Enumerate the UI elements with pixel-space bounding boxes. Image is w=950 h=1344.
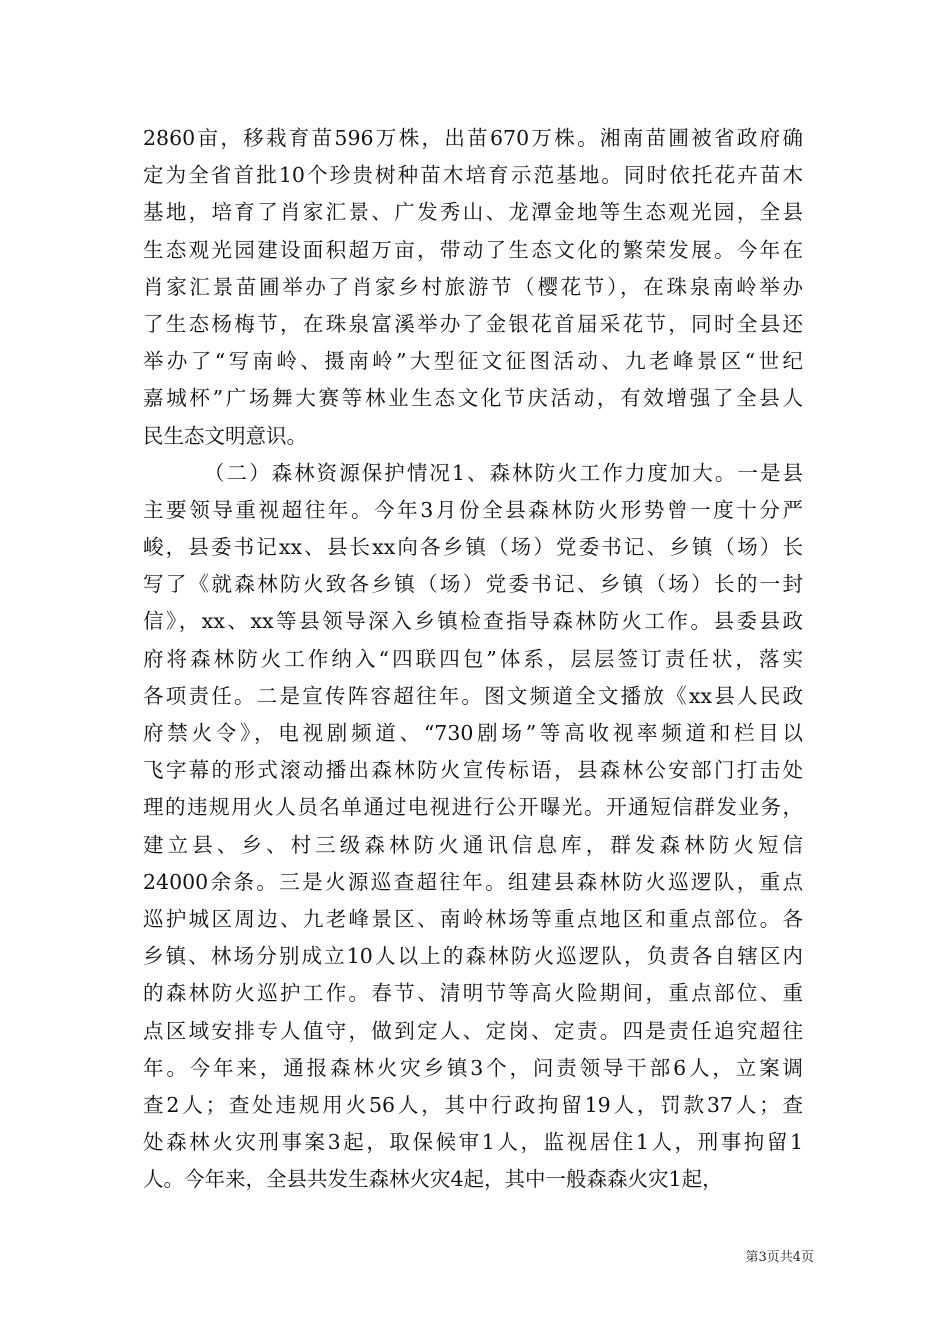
- text-line: 峻，县委书记xx、县长xx向各乡镇（场）党委书记、乡镇（场）长: [143, 535, 803, 560]
- text-line: 2860亩，移栽育苗596万株，出苗670万株。湘南苗圃被省政府确: [143, 126, 803, 150]
- text-line: 乡镇、林场分别成立10人以上的森林防火巡逻队，负责各自辖区内: [143, 944, 803, 969]
- text-line: 的森林防火巡护工作。春节、清明节等高火险期间，重点部位、重: [143, 981, 803, 1006]
- paragraph-2: [143, 455, 803, 1199]
- page-number: 第3页共4页: [745, 1250, 814, 1265]
- text-line: 年。今年来，通报森林火灾乡镇3个，问责领导干部6人，立案调: [143, 1055, 803, 1080]
- text-line: 飞字幕的形式滚动播出森林防火宣传标语，县森林公安部门打击处: [143, 758, 803, 783]
- text-line: 府将森林防火工作纳入“四联四包”体系，层层签订责任状，落实: [143, 646, 803, 671]
- text-line: 生态观光园建设面积超万亩，带动了生态文化的繁荣发展。今年在: [143, 237, 803, 262]
- paragraph-1: [143, 120, 803, 455]
- text-line: 了生态杨梅节，在珠泉富溪举办了金银花首届采花节，同时全县还: [143, 311, 803, 336]
- text-line: 民生态文明意识。: [143, 423, 307, 448]
- text-line: 肖家汇景苗圃举办了肖家乡村旅游节（樱花节），在珠泉南岭举办: [143, 274, 803, 299]
- text-line: 巡护城区周边、九老峰景区、南岭林场等重点地区和重点部位。各: [143, 906, 803, 931]
- text-line: 府禁火令》，电视剧频道、“730剧场”等高收视率频道和栏目以: [143, 721, 803, 745]
- text-line: （二）森林资源保护情况1、森林防火工作力度加大。一是县: [204, 460, 803, 485]
- text-line: 24000余条。三是火源巡查超往年。组建县森林防火巡逻队，重点: [143, 869, 803, 894]
- body-text: [143, 120, 803, 1198]
- text-line: 理的违规用火人员名单通过电视进行公开曝光。开通短信群发业务，: [143, 795, 803, 820]
- text-line: 点区域安排专人值守，做到定人、定岗、定责。四是责任追究超往: [143, 1018, 803, 1043]
- text-line: 嘉城杯”广场舞大赛等林业生态文化节庆活动，有效增强了全县人: [143, 386, 803, 411]
- text-line: 人。今年来，全县共发生森林火灾4起，其中一般森森火灾1起，: [143, 1167, 723, 1192]
- text-line: 处森林火灾刑事案3起，取保候审1人，监视居住1人，刑事拘留1: [143, 1130, 803, 1155]
- text-line: 定为全省首批10个珍贵树种苗木培育示范基地。同时依托花卉苗木: [143, 163, 803, 188]
- text-line: 基地，培育了肖家汇景、广发秀山、龙潭金地等生态观光园，全县: [143, 200, 803, 225]
- text-line: 查2人；查处违规用火56人，其中行政拘留19人，罚款37人；查: [143, 1092, 803, 1117]
- text-line: 建立县、乡、村三级森林防火通讯信息库，群发森林防火短信: [143, 832, 803, 857]
- text-line: 主要领导重视超往年。今年3月份全县森林防火形势曾一度十分严: [143, 497, 803, 522]
- text-line: 写了《就森林防火致各乡镇（场）党委书记、乡镇（场）长的一封: [143, 572, 803, 597]
- text-line: 各项责任。二是宣传阵容超往年。图文频道全文播放《xx县人民政: [143, 683, 803, 708]
- text-line: 信》，xx、xx等县领导深入乡镇检查指导森林防火工作。县委县政: [143, 609, 803, 634]
- text-line: 举办了“写南岭、摄南岭”大型征文征图活动、九老峰景区“世纪: [143, 349, 803, 374]
